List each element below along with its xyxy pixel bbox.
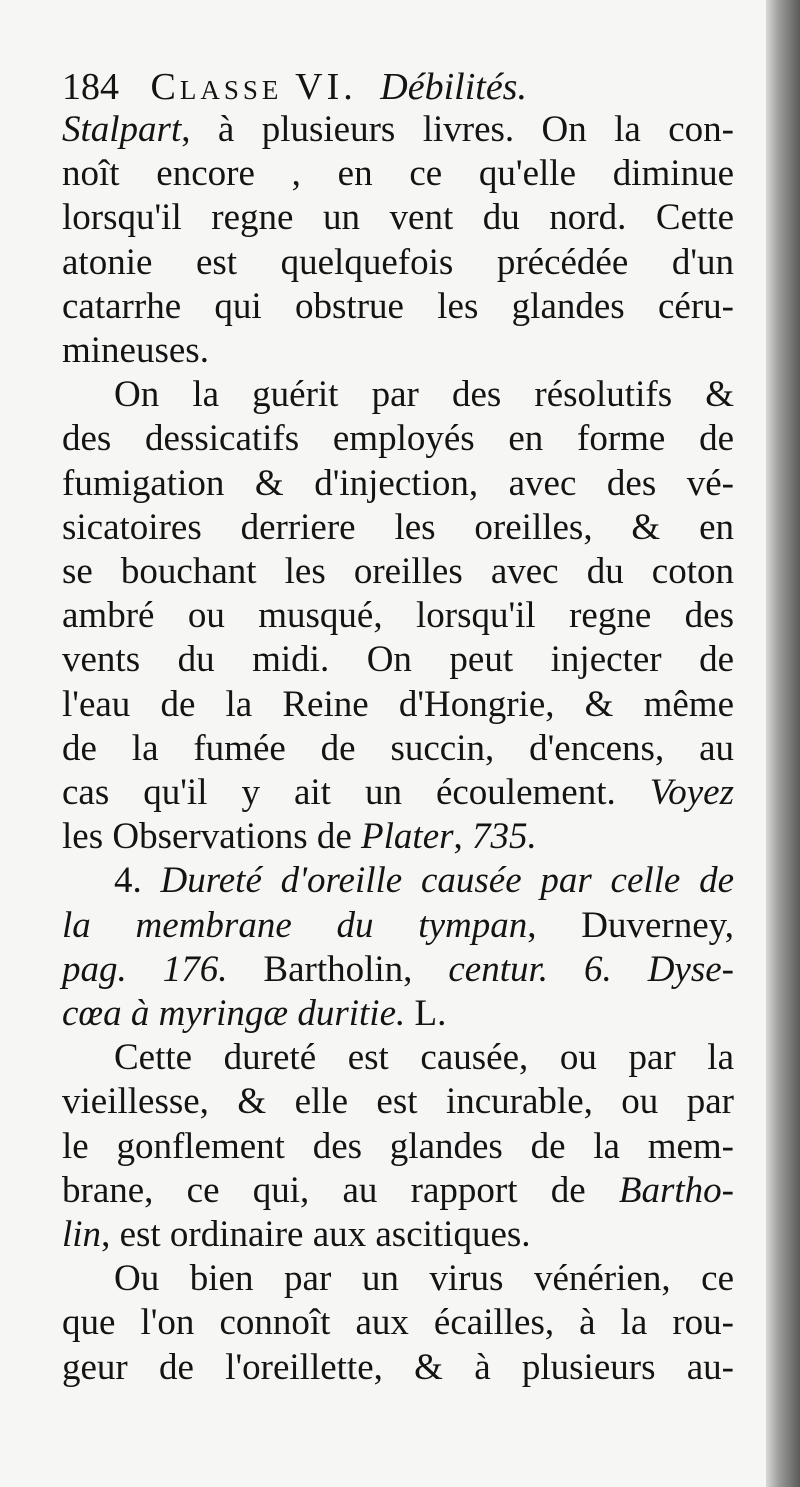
roman-text: Cette dureté est causée, ou par la xyxy=(114,1037,734,1078)
italic-text: cœa à myringæ duritie. xyxy=(62,993,406,1034)
roman-text: fumigation & d'injection, avec des vé- xyxy=(62,463,734,504)
text-line xyxy=(62,727,734,771)
text-line xyxy=(62,904,734,948)
text-line xyxy=(62,594,734,638)
italic-text: la membrane du tympan xyxy=(62,905,528,946)
roman-text: des dessicatifs employés en forme de xyxy=(62,418,734,459)
text-line xyxy=(62,815,734,859)
text-line xyxy=(62,948,734,992)
italic-text: Voyez xyxy=(649,772,734,813)
roman-text: 4. xyxy=(114,860,161,901)
text-line xyxy=(62,771,734,815)
roman-text: sicatoires derriere les oreilles, & en xyxy=(62,507,734,548)
roman-text: atonie est quelquefois précédée d'un xyxy=(62,242,734,283)
classe-heading: Classe VI. xyxy=(150,66,357,108)
text-line xyxy=(114,1257,734,1301)
roman-text: mineuses. xyxy=(62,330,209,371)
italic-text: centur. 6. Dyse- xyxy=(448,949,734,990)
roman-text: vieillesse, & elle est incurable, ou par xyxy=(62,1081,734,1122)
roman-text: , à plusieurs livres. On la con- xyxy=(181,109,734,150)
roman-text: de la fumée de succin, d'encens, au xyxy=(62,728,734,769)
italic-text: Stalpart xyxy=(62,109,182,150)
roman-text: L. xyxy=(405,993,447,1034)
text-line xyxy=(62,1213,734,1257)
roman-text: ambré ou musqué, lorsqu'il regne des xyxy=(62,595,734,636)
text-line xyxy=(62,196,734,240)
roman-text: , Duverney, xyxy=(527,905,734,946)
roman-text: se bouchant les oreilles avec du coton xyxy=(62,551,734,592)
text-line xyxy=(62,108,734,152)
text-line xyxy=(62,550,734,594)
roman-text: les Observations de xyxy=(62,816,362,857)
text-line xyxy=(114,859,734,903)
page-edge-shadow xyxy=(766,0,800,1487)
roman-text: l'eau de la Reine d'Hongrie, & même xyxy=(62,684,734,725)
roman-text: cas qu'il y ait un écoulement. xyxy=(62,772,650,813)
text-line xyxy=(62,506,734,550)
text-line xyxy=(62,329,734,373)
text-line xyxy=(62,152,734,196)
roman-text: , xyxy=(453,816,473,857)
italic-text: Plater xyxy=(361,816,454,857)
roman-text: que l'on connoît aux écailles, à la rou- xyxy=(62,1302,734,1343)
italic-text: Dureté d'oreille causée par celle de xyxy=(160,860,735,901)
text-line xyxy=(62,417,734,461)
roman-text: On la guérit par des résolutifs & xyxy=(114,374,734,415)
italic-text: pag. 176. xyxy=(62,949,228,990)
text-line xyxy=(62,1346,734,1390)
text-line xyxy=(62,1169,734,1213)
section-heading: Débilités. xyxy=(380,66,527,108)
roman-text: le gonflement des glandes de la mem- xyxy=(62,1126,734,1167)
text-line xyxy=(62,1125,734,1169)
roman-text: catarrhe qui obstrue les glandes céru- xyxy=(62,286,734,327)
running-header xyxy=(62,64,734,110)
roman-text: noît encore , en ce qu'elle diminue xyxy=(62,153,734,194)
text-line xyxy=(62,285,734,329)
text-line xyxy=(62,1301,734,1345)
text-line xyxy=(62,683,734,727)
roman-text: geur de l'oreillette, & à plusieurs au- xyxy=(62,1347,734,1388)
text-line xyxy=(62,992,734,1036)
italic-text: Bartho- xyxy=(618,1170,734,1211)
italic-text: lin xyxy=(62,1214,102,1255)
text-line xyxy=(114,373,734,417)
roman-text: vents du midi. On peut injecter de xyxy=(62,639,734,680)
text-line xyxy=(62,241,734,285)
roman-text: lorsqu'il regne un vent du nord. Cette xyxy=(62,197,734,238)
roman-text: Bartholin, xyxy=(227,949,449,990)
italic-text: 735. xyxy=(472,816,537,857)
text-line xyxy=(62,1080,734,1124)
roman-text: Ou bien par un virus vénérien, ce xyxy=(114,1258,734,1299)
text-line xyxy=(62,638,734,682)
roman-text: brane, ce qui, au rapport de xyxy=(62,1170,619,1211)
text-line xyxy=(62,462,734,506)
roman-text: , est ordinaire aux ascitiques. xyxy=(101,1214,531,1255)
text-line xyxy=(114,1036,734,1080)
page-number: 184 xyxy=(62,66,119,108)
